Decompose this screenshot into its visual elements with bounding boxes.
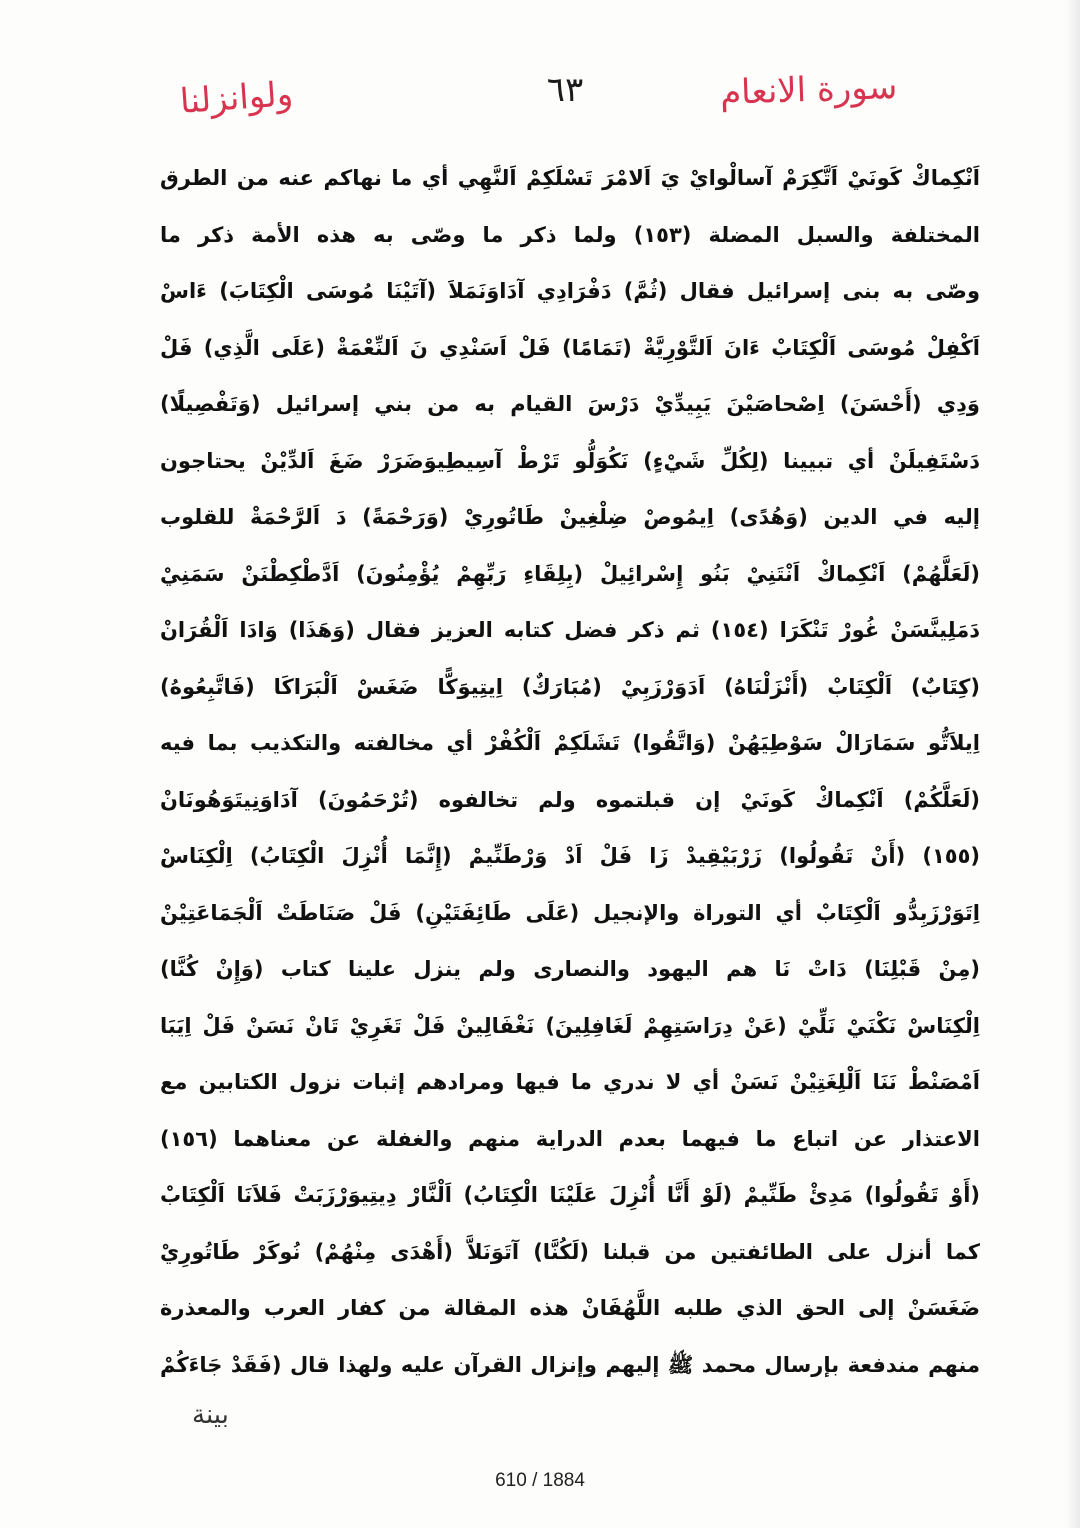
text-line: الاعتذار عن اتباع ما فيهما بعدم الدراية منهم والغفلة عن معناهما (١٥٦) xyxy=(160,1126,980,1151)
text-line: (أَوْ تَقُولُوا) مَدِئْ طَنِّيمْ (لَوْ أَنَّا أُنْزِلَ عَلَيْنَا الْكِتَابُ) اَلْنَّارْ دِيتِيوَرْزَبَتْ فَلاَنَا اَلْكِتَابْ xyxy=(160,1183,980,1207)
text-line: دَمَلِينَّسَنْ غُورْ تَنْكَرَا (١٥٤) ثم ذكر فضل كتابه العزيز فقال (وَهَذَا) وَادَا اَلْقُرَانْ xyxy=(160,618,980,642)
text-line: اَكْفِلْ مُوسَى اَلْكِتَابْ ءَانَ اَلتَّوْرِيَّةْ (تَمَامًا) فَلْ اَسَنْدِي نَ اَلنِّعْمَةْ (عَلَى الَّذِي) فَلْ xyxy=(160,335,980,360)
page-indicator: 610 / 1884 xyxy=(495,1470,585,1491)
text-line: (١٥٥) (أَنْ تَقُولُوا) زَرْبَيْقِيدْ زَا فَلْ اَدْ وَرْطَنِّيمْ (إِنَّمَا أُنْزِلَ الْكِتَابُ) اِلْكِنَاسْ xyxy=(160,844,980,868)
text-line: (لَعَلَّهُمْ) اَنْكِماكْ اَنْتَنِيْ بَنُو إِسْرائِيلْ (بِلِقَاءِ رَبِّهِمْ يُؤْمِنُونَ) اَدَّطْكِطْنَنْ سَمَنِيْ xyxy=(160,561,980,586)
text-line: اِيلاَتُّو سَمَارَالْ سَوْطِيَهُنْ (وَاتَّقُوا) تَشَلَكِمْ اَلْكُفْرْ أي مخالفته والتكذيب بما فيه xyxy=(160,731,980,755)
text-line: منهم مندفعة بإرسال محمد ﷺ إليهم وإنزال القرآن عليه ولهذا قال (فَقَدْ جَاءَكُمْ xyxy=(160,1352,980,1377)
text-line: وَدِي (أَحْسَنَ) اِصْحاصَيْنَ يَبِيدِّيْ دَرْسَ القيام به من بني إسرائيل (وَتَفْصِيلًا) xyxy=(160,392,980,416)
text-line: (مِنْ قَبْلِنَا) دَاتْ نَا هم اليهود والنصارى ولم ينزل علينا كتاب (وَإِنْ كُنَّا) xyxy=(160,957,980,981)
text-line: وصّى به بنى إسرائيل فقال (ثُمَّ) دَفْرَادِي آدَاوَنَمَلاَ (آتَيْنَا مُوسَى الْكِتَابَ) ءَاسْ xyxy=(160,279,980,303)
text-line: اَمْصَنْطْ نَنَا اَلْلِغَتِيْنْ نَسَنْ أي لا ندري ما فيها ومرادهم إثبات نزول الكتابين مع xyxy=(160,1070,980,1094)
text-line: إليه في الدين (وَهُدًى) اِيمُوصْ ضِلْغِينْ طَاتُورِيْ (وَرَحْمَةً) دَ اَلرَّحْمَةْ للقلوب xyxy=(160,505,980,529)
handwritten-catch-note: ولوانزلنا xyxy=(178,74,295,122)
text-line: (لَعَلَّكُمْ) اَنْكِماكْ كَونَيْ إن قبلتموه ولم تخالفوه (تُرْحَمُونَ) آدَاوَنِيتَوَهُونَانْ xyxy=(160,787,980,812)
text-line: اِتَوَرْزَبِدُّو اَلْكِتَابْ أي التوراة والإنجيل (عَلَى طَائِفَتَيْنِ) فَلْ صَنَاطَتْ اَلْجَمَاعَتِيْنْ xyxy=(160,900,980,925)
text-line: ضَغَسَنْ إلى الحق الذي طلبه اللَّهُفَانْ هذه المقالة من كفار العرب والمعذرة xyxy=(160,1296,980,1320)
text-line: اَنْكِماكْ كَونَيْ اَتَّكِرَمْ آسالْوايْ يَ اَلامْرَ تَسْلَكِمْ اَلنَّهِي أي ما نهاكم عنه من الطرق xyxy=(160,166,980,190)
text-line: المختلفة والسبل المضلة (١٥٣) ولما ذكر ما وصّى به هذه الأمة ذكر ما xyxy=(160,222,980,247)
handwritten-surah-title: سورة الانعام xyxy=(719,66,898,114)
scan-edge-shadow xyxy=(1066,0,1080,1528)
text-line: دَسْتَفِيلَنْ أي تبيينا (لِكُلِّ شَيْءٍ) نَكُوَلُّو تَرْطْ آسِيطِيوَضَرَرْ ضَغَ اَلدِّيْنْ يحتاجون xyxy=(160,448,980,473)
text-line: اِلْكِنَاسْ نَكْنَيْ نَلِّيْ (عَنْ دِرَاسَتِهِمْ لَغَافِلِينَ) نَغْفَالِينْ فَلْ تَغَرِيْ تَانْ نَسَنْ فَلْ اِيَبَا xyxy=(160,1013,980,1038)
text-line: (كِتَابٌ) اَلْكِتَابْ (أَنْزَلْنَاهُ) اَدَوَرْزَبِيْ (مُبَارَكٌ) اِيتِيوَكًّا ضَغَسْ اَلْبَرَاكَا (فَاتَّبِعُوهُ) xyxy=(160,674,980,699)
handwritten-catchword: بينة xyxy=(192,1400,229,1430)
body-text xyxy=(160,150,980,1393)
text-line: كما أنزل على الطائفتين من قبلنا (لَكُنَّا) آتَوَنَلاَّ (أَهْدَى مِنْهُمْ) نُوكَرْ طَاتُورِيْ xyxy=(160,1239,980,1264)
page-number: ٦٣ xyxy=(546,70,584,110)
